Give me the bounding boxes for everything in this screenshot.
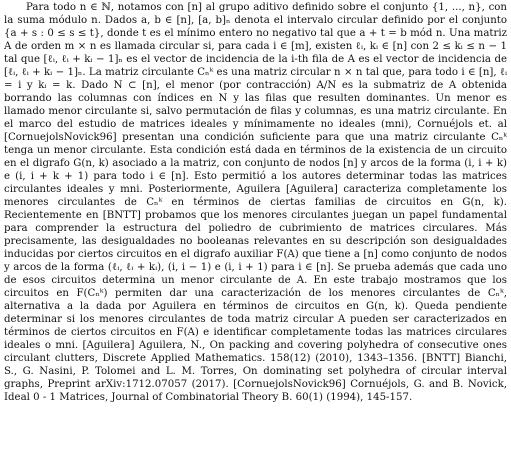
abstract-paragraph: Para todo n ∈ ℕ, notamos con [n] al grupo aditivo definido sobre el conjunto {1, ..., n}, con la suma módulo n. Dados a, b ∈ [n], [a, b]ₙ denota el intervalo circular definido por el conjunto {a + s : 0 ≤ s ≤ t}, donde t es el mínimo entero no negativo tal que a + t = b mód n. Una matriz A de orden m × n es llamada circular si, para cada i ∈ [m], existen ℓᵢ, kᵢ ∈ [n] con 2 ≤ kᵢ ≤ n − 1 tal que [ℓᵢ, ℓᵢ + kᵢ − 1]ₙ es el vector de incidencia de la i-th fila de A es el vector de incidencia de [ℓᵢ, ℓᵢ + kᵢ − 1]ₙ. La matriz circulante Cₙᵏ es una matriz circular n × n tal que, para todo i ∈ [n], ℓᵢ = i y kᵢ = k. Dado N ⊂ [n], el menor (por contracción) A/N es la submatriz de A obtenida borrando las columnas con índices en N y las filas que resulten dominantes. Un menor es llamado menor circulante si, salvo permutación de filas y columnas, es una matriz circulante. En el marco del estudio de matrices ideales y mínimamente no ideales (mni), Cornuéjols et. al [CornuejolsNovick96] presentan una condición suficiente para que una matriz circulante Cₙᵏ tenga un menor circulante. Esta condición está dada en términos de la existencia de un circuito en el digrafo G(n, k) asociado a la matriz, con conjunto de nodos [n] y arcos de la forma (i, i + k) e (i, i + k + 1) para todo i ∈ [n]. Esto permitió a los autores determinar todas las matrices circulantes ideales y mni. Posteriormente, Aguilera [Aguilera] caracteriza completamente los menores circulantes de Cₙᵏ en términos de ciertas familias de circuitos en G(n, k). Recientemente en [BNTT] probamos que los menores circulantes juegan un papel fundamental para comprender la estructura del poliedro de cubrimiento de matrices circulares. Más precisamente, las desigualdades no booleanas relevantes en su descripción son desigualdades inducidas por ciertos circuitos en el digrafo auxiliar F(A) que tiene a [n] como conjunto de nodos y arcos de la forma (ℓᵢ, ℓᵢ + kᵢ), (i, i − 1) e (i, i + 1) para i ∈ [n]. Se prueba además que cada uno de esos circuitos determina un menor circulante de A. En este trabajo mostramos que los circuitos en F(Cₙᵏ) permiten dar una caracterización de los menores circulantes de Cₙᵏ, alternativa a la dada por Aguilera en términos de circuitos en G(n, k). Queda pendiente determinar si los menores circulantes de toda matriz circular A pueden ser caracterizados en términos de ciertos circuitos en F(A) e identificar completamente todas las matrices circulares ideales o mni. [Aguilera] Aguilera, N., On packing and covering polyhedra of consecutive ones circulant clutters, Discrete Applied Mathematics. 158(12) (2010), 1343–1356. [BNTT] Bianchi, S., G. Nasini, P. Tolomei and L. M. Torres, On dominating set polyhedra of circular interval graphs, Preprint arXiv:1712.07057 (2017). [CornuejolsNovick96] Cornuéjols, G. and B. Novick, Ideal 0 - 1 Matrices, Journal of Combinatorial Theory B. 60(1) (1994), 145-157. (4, 2, 507, 403)
